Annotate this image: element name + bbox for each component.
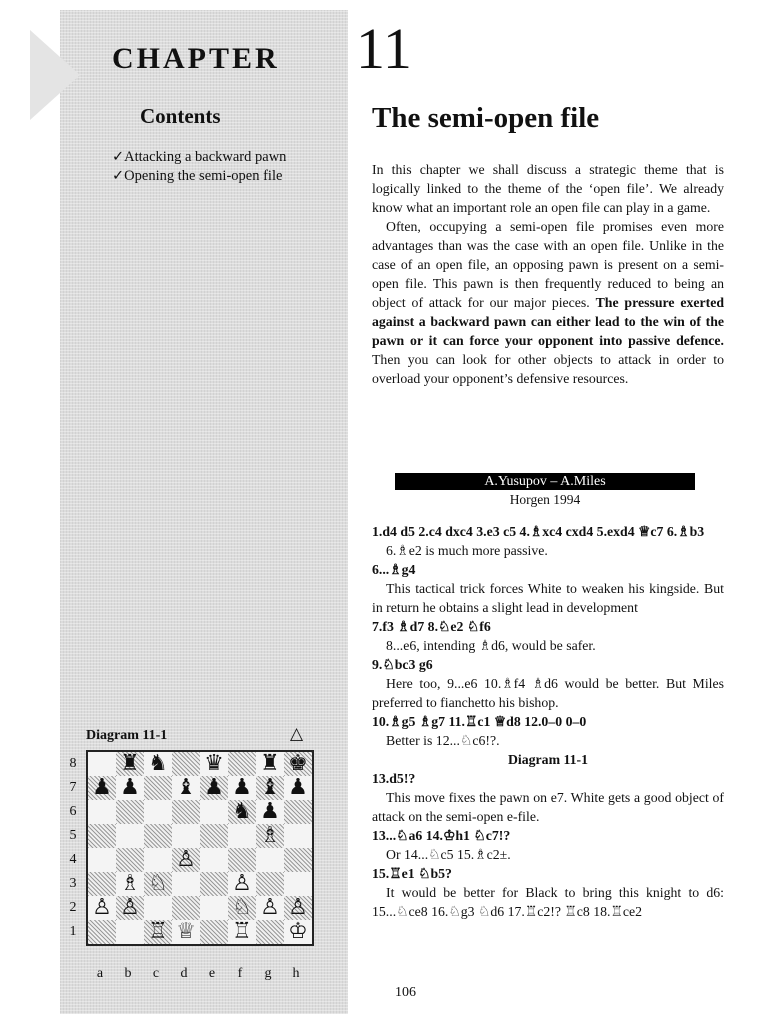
intro-p2-end: Then you can look for other objects to attack in order to overload your opponent’s defensive resources.	[372, 352, 724, 386]
board-square	[228, 800, 256, 824]
move-line: 1.d4 d5 2.c4 dxc4 3.e3 c5 4.♗xc4 cxd4 5.exd4 ♕c7 6.♗b3	[372, 524, 705, 539]
chess-piece: ♞	[232, 799, 252, 824]
chess-piece: ♛	[204, 751, 224, 776]
chapter-number: 11	[356, 16, 412, 81]
board-square	[172, 776, 200, 800]
board-square	[200, 920, 228, 944]
comment-line: Better is 12...♘c6!?.	[386, 733, 500, 748]
board-square	[172, 824, 200, 848]
board-square	[144, 848, 172, 872]
chess-piece: ♝	[260, 775, 280, 800]
board-square	[88, 800, 116, 824]
chess-piece: ♟	[204, 775, 224, 800]
board-square	[284, 920, 312, 944]
board-square	[88, 848, 116, 872]
move-line: 13.d5!?	[372, 771, 416, 786]
rank-label: 1	[69, 924, 77, 939]
board-square	[228, 824, 256, 848]
comment-line: 8...e6, intending ♗d6, would be safer.	[386, 638, 596, 653]
board-square	[116, 920, 144, 944]
board-square	[144, 776, 172, 800]
board-square	[116, 872, 144, 896]
board-square	[256, 872, 284, 896]
chess-piece: ♙	[288, 895, 308, 920]
board-square	[228, 752, 256, 776]
board-square	[116, 824, 144, 848]
board-square	[88, 752, 116, 776]
board-square	[228, 872, 256, 896]
move-line: 10.♗g5 ♗g7 11.♖c1 ♕d8 12.0–0 0–0	[372, 714, 587, 729]
chess-piece: ♖	[232, 919, 252, 944]
file-label: b	[124, 966, 132, 981]
chess-board	[86, 750, 314, 946]
chess-piece: ♟	[260, 799, 280, 824]
chess-piece: ♝	[176, 775, 196, 800]
intro-p2-bold: The pressure exerted against a backward pawn can either lead to the win of the pawn or it can force your opponent into passive defence.	[372, 295, 724, 348]
board-square	[284, 848, 312, 872]
board-square	[88, 776, 116, 800]
board-square	[200, 848, 228, 872]
board-square	[256, 896, 284, 920]
file-label: e	[208, 966, 216, 981]
board-square	[228, 848, 256, 872]
board-square	[200, 896, 228, 920]
game-players-banner: A.Yusupov – A.Miles	[395, 473, 695, 490]
board-square	[284, 800, 312, 824]
chess-piece: ♙	[120, 895, 140, 920]
chess-piece: ♞	[148, 751, 168, 776]
chess-piece: ♘	[148, 871, 168, 896]
board-square	[144, 800, 172, 824]
contents-item: ✓ Opening the semi-open file	[112, 167, 286, 186]
contents-list	[112, 148, 286, 186]
rank-label: 8	[69, 756, 77, 771]
chapter-title: The semi-open file	[372, 102, 600, 134]
chess-piece: ♗	[120, 871, 140, 896]
comment-line: This tactical trick forces White to weaken his kingside. But in return he obtains a slight lead in development	[372, 581, 724, 615]
board-square	[256, 800, 284, 824]
board-square	[116, 752, 144, 776]
chess-piece: ♟	[232, 775, 252, 800]
board-square	[256, 920, 284, 944]
board-square	[284, 752, 312, 776]
chess-piece: ♙	[176, 847, 196, 872]
board-square	[116, 848, 144, 872]
comment-line: 6.♗e2 is much more passive.	[386, 543, 548, 558]
board-square	[200, 800, 228, 824]
board-square	[88, 824, 116, 848]
rank-label: 3	[69, 876, 77, 891]
board-square	[172, 872, 200, 896]
move-line: 9.♘bc3 g6	[372, 657, 433, 672]
file-labels	[86, 966, 310, 982]
comment-line: Or 14...♘c5 15.♗c2±.	[386, 847, 511, 862]
board-square	[116, 896, 144, 920]
board-square	[256, 752, 284, 776]
board-square	[256, 824, 284, 848]
chess-piece: ♙	[92, 895, 112, 920]
chapter-word: CHAPTER	[112, 42, 280, 75]
diagram-label: Diagram 11-1	[86, 728, 168, 743]
move-line: 6...♗g4	[372, 562, 416, 577]
board-square	[256, 848, 284, 872]
intro-paragraph-1: In this chapter we shall discuss a strategic theme that is logically linked to the theme of the ‘open file’. We already know what an important role an open file can play in a game.	[372, 162, 724, 215]
board-square	[228, 920, 256, 944]
board-square	[144, 752, 172, 776]
intro-text	[372, 160, 724, 388]
diagram-reference: Diagram 11-1	[507, 752, 589, 767]
board-square	[200, 752, 228, 776]
board-square	[200, 824, 228, 848]
chess-piece: ♚	[288, 751, 308, 776]
board-square	[88, 920, 116, 944]
chess-piece: ♟	[92, 775, 112, 800]
page-number: 106	[395, 985, 416, 1000]
board-square	[172, 752, 200, 776]
board-square	[200, 872, 228, 896]
board-square	[284, 872, 312, 896]
board-square	[88, 872, 116, 896]
rank-label: 4	[69, 852, 77, 867]
board-square	[284, 896, 312, 920]
comment-line: This move fixes the pawn on e7. White gets a good object of attack on the semi-open e-file.	[372, 790, 724, 824]
board-square	[144, 896, 172, 920]
chess-piece: ♟	[120, 775, 140, 800]
chess-piece: ♙	[232, 871, 252, 896]
rank-label: 5	[69, 828, 77, 843]
file-label: h	[292, 966, 300, 981]
rank-labels	[66, 752, 80, 944]
board-square	[144, 824, 172, 848]
white-to-move-icon: △	[290, 724, 304, 743]
intro-p2-start: Often, occupying a semi-open file promises even more advantages than was the case with an open file. Unlike in the case of an open file, an opposing pawn is present on a semi-open file. This pawn is then frequently reduced to being an object of attack for our major pieces.	[372, 219, 724, 310]
chess-piece: ♔	[288, 919, 308, 944]
chapter-arrow-decoration	[30, 30, 80, 120]
chess-piece: ♘	[232, 895, 252, 920]
file-label: g	[264, 966, 272, 981]
move-line: 13...♘a6 14.♔h1 ♘c7!?	[372, 828, 511, 843]
intro-paragraph-2	[372, 217, 724, 388]
contents-item: ✓ Attacking a backward pawn	[112, 148, 286, 167]
rank-label: 6	[69, 804, 77, 819]
board-square	[88, 896, 116, 920]
board-square	[144, 920, 172, 944]
file-label: a	[96, 966, 104, 981]
game-event: Horgen 1994	[509, 492, 581, 507]
board-square	[116, 800, 144, 824]
board-square	[228, 896, 256, 920]
board-square	[144, 872, 172, 896]
rank-label: 7	[69, 780, 77, 795]
file-label: d	[180, 966, 188, 981]
board-square	[284, 824, 312, 848]
board-square	[256, 776, 284, 800]
board-square	[172, 920, 200, 944]
chess-piece: ♜	[120, 751, 140, 776]
board-square	[172, 896, 200, 920]
game-moves	[372, 522, 724, 921]
chess-piece: ♖	[148, 919, 168, 944]
chess-piece: ♜	[260, 751, 280, 776]
board-square	[172, 848, 200, 872]
chess-piece: ♕	[176, 919, 196, 944]
file-label: f	[237, 966, 243, 981]
contents-title: Contents	[140, 104, 221, 128]
rank-label: 2	[69, 900, 77, 915]
board-square	[284, 776, 312, 800]
comment-line: Here too, 9...e6 10.♗f4 ♗d6 would be better. But Miles preferred to fianchetto his bishop.	[372, 676, 724, 710]
chess-piece: ♗	[260, 823, 280, 848]
board-square	[200, 776, 228, 800]
chess-piece: ♟	[288, 775, 308, 800]
file-label: c	[152, 966, 160, 981]
board-square	[228, 776, 256, 800]
board-square	[116, 776, 144, 800]
comment-line: It would be better for Black to bring this knight to d6: 15...♘ce8 16.♘g3 ♘d6 17.♖c2!? ♖c8 18.♖ce2	[372, 885, 724, 919]
move-line: 15.♖e1 ♘b5?	[372, 866, 452, 881]
move-line: 7.f3 ♗d7 8.♘e2 ♘f6	[372, 619, 491, 634]
board-square	[172, 800, 200, 824]
chess-piece: ♙	[260, 895, 280, 920]
